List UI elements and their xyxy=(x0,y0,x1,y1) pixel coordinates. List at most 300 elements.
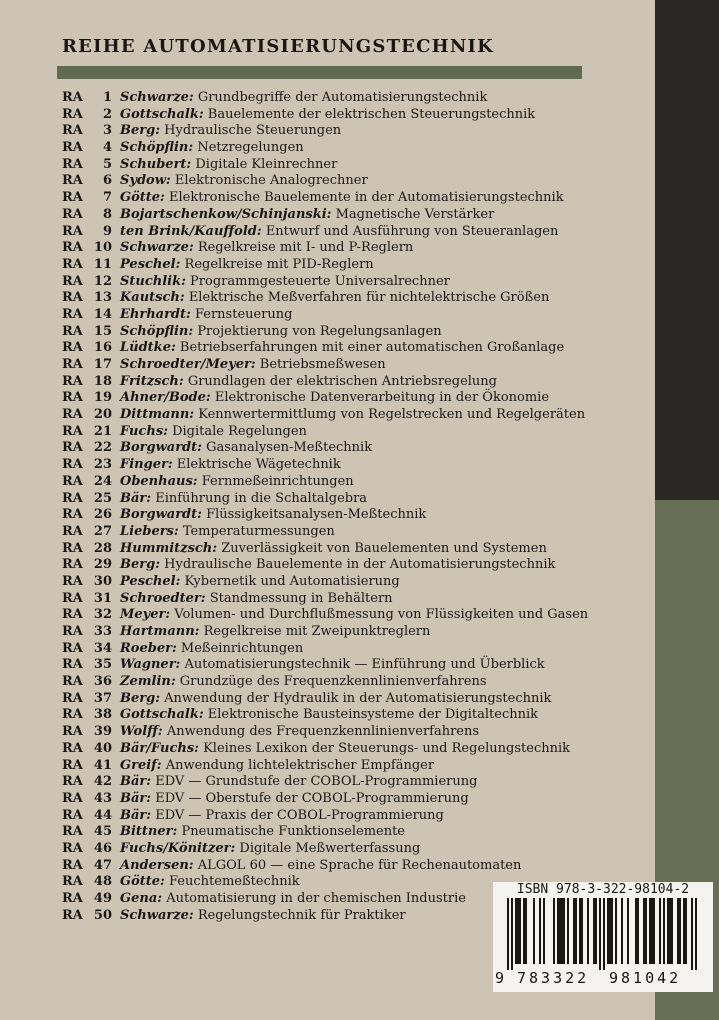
book-list-item xyxy=(62,257,582,274)
barcode-digits-left: 783322 xyxy=(517,969,590,987)
book-number: 3 xyxy=(102,123,112,139)
book-entry xyxy=(120,874,300,891)
book-code: RA xyxy=(62,740,83,756)
book-author: Peschel: xyxy=(120,573,181,589)
book-author: Bär/Fuchs: xyxy=(120,740,199,756)
book-code: RA xyxy=(62,190,83,206)
barcode-bar xyxy=(525,898,527,964)
book-title: Betriebsmeßwesen xyxy=(259,357,386,372)
book-number: 43 xyxy=(93,790,112,806)
book-entry xyxy=(120,340,564,357)
book-list-item xyxy=(62,474,582,491)
barcode-bar xyxy=(667,898,669,964)
book-author: Götte: xyxy=(120,190,165,206)
book-code: RA xyxy=(62,156,83,172)
book-entry xyxy=(120,390,549,407)
book-code: RA xyxy=(62,757,83,773)
series-title: REIHE AUTOMATISIERUNGSTECHNIK xyxy=(62,36,494,57)
book-title: Magnetische Verstärker xyxy=(335,206,495,222)
book-entry xyxy=(120,908,406,925)
book-author: Finger: xyxy=(120,457,173,473)
barcode-bar xyxy=(653,898,655,964)
barcode-digits-right: 981042 xyxy=(609,969,682,987)
isbn-barcode xyxy=(493,882,713,992)
book-title: Meßeinrichtungen xyxy=(180,640,304,656)
book-list-item xyxy=(62,190,582,207)
book-number: 41 xyxy=(93,757,112,773)
book-number: 46 xyxy=(93,840,112,856)
book-code: RA xyxy=(62,507,83,523)
book-author: Meyer: xyxy=(120,607,171,623)
barcode-bar xyxy=(561,898,563,964)
book-entry xyxy=(120,758,434,775)
barcode-bar xyxy=(643,898,645,964)
book-list-item xyxy=(62,557,582,574)
book-number: 44 xyxy=(93,807,112,823)
barcode-bar xyxy=(559,898,561,964)
book-author: Liebers: xyxy=(120,523,179,539)
book-title: Digitale Regelungen xyxy=(172,423,307,439)
book-list-item xyxy=(62,140,582,157)
book-title: EDV — Praxis der COBOL-Programmierung xyxy=(155,807,444,823)
book-list-item xyxy=(62,774,582,791)
cover-band-dark xyxy=(655,0,719,500)
book-title: Elektronische Bauelemente in der Automatisierungstechnik xyxy=(169,190,564,206)
book-code: RA xyxy=(62,206,83,222)
book-title: Regelkreise mit PID-Reglern xyxy=(184,256,374,272)
book-list-item xyxy=(62,691,582,708)
book-code: RA xyxy=(62,707,83,723)
book-number: 36 xyxy=(93,674,112,690)
book-code: RA xyxy=(62,473,83,489)
book-list-item xyxy=(62,657,582,674)
book-number: 29 xyxy=(93,557,112,573)
book-code: RA xyxy=(62,840,83,856)
book-number: 8 xyxy=(102,206,112,222)
book-title: Einführung in die Schaltalgebra xyxy=(155,490,368,506)
book-entry xyxy=(120,591,393,608)
book-list-item xyxy=(62,357,582,374)
book-title: Hydraulische Bauelemente in der Automatisierungstechnik xyxy=(164,557,556,573)
book-code: RA xyxy=(62,774,83,790)
book-title: EDV — Oberstufe der COBOL-Programmierung xyxy=(155,790,469,806)
barcode-bar xyxy=(519,898,521,964)
book-author: Peschel: xyxy=(120,256,181,272)
book-number: 21 xyxy=(93,423,112,439)
book-author: Borgwardt: xyxy=(120,440,202,456)
book-code: RA xyxy=(62,607,83,623)
book-list-item xyxy=(62,574,582,591)
barcode-bar xyxy=(609,898,611,964)
barcode-bar xyxy=(515,898,517,964)
book-author: Berg: xyxy=(120,690,160,706)
book-number: 28 xyxy=(93,540,112,556)
book-entry xyxy=(120,424,307,441)
book-number: 10 xyxy=(93,240,112,256)
book-code: RA xyxy=(62,540,83,556)
book-title: Netzregelungen xyxy=(197,140,304,156)
book-code: RA xyxy=(62,290,83,306)
book-author: Greif: xyxy=(120,757,162,773)
book-title: Bauelemente der elektrischen Steuerungstechnik xyxy=(207,106,536,122)
barcode-bar xyxy=(517,898,519,964)
book-title: Gasanalysen-Meßtechnik xyxy=(206,440,373,456)
book-author: Obenhaus: xyxy=(120,473,198,489)
barcode-bar xyxy=(603,898,605,970)
book-code: RA xyxy=(62,891,83,906)
book-code: RA xyxy=(62,423,83,439)
book-author: Bittner: xyxy=(120,824,178,840)
book-entry xyxy=(120,274,450,291)
book-list-item xyxy=(62,791,582,808)
barcode-bar xyxy=(599,898,601,970)
book-author: Lüdtke: xyxy=(120,340,176,356)
barcode-bar xyxy=(595,898,597,964)
book-title: ALGOL 60 — eine Sprache für Rechenautomaten xyxy=(197,857,522,873)
barcode-bar xyxy=(695,898,697,970)
book-list-item xyxy=(62,641,582,658)
barcode-bar xyxy=(635,898,637,964)
book-title: Betriebserfahrungen mit einer automatischen Großanlage xyxy=(179,340,565,356)
book-entry xyxy=(120,240,413,257)
book-entry xyxy=(120,808,444,825)
book-author: Bojartschenkow/Schinjanski: xyxy=(120,206,332,222)
book-number: 38 xyxy=(93,707,112,723)
barcode-bar xyxy=(663,898,665,964)
book-number: 34 xyxy=(93,640,112,656)
book-number: 37 xyxy=(93,690,112,706)
book-author: Bär: xyxy=(120,790,152,806)
book-entry xyxy=(120,207,494,224)
book-title: Anwendung des Frequenzkennlinienverfahrens xyxy=(166,724,480,740)
book-number: 45 xyxy=(93,824,112,840)
book-author: Fritzsch: xyxy=(120,373,184,389)
book-title: Grundbegriffe der Automatisierungstechnik xyxy=(197,90,488,105)
book-number: 6 xyxy=(102,173,112,189)
book-entry xyxy=(120,290,549,307)
book-list-item xyxy=(62,123,582,140)
book-code: RA xyxy=(62,523,83,539)
book-number: 25 xyxy=(93,490,112,506)
book-number: 17 xyxy=(93,357,112,372)
book-title: Grundzüge des Frequenzkennlinienverfahrens xyxy=(179,674,487,690)
barcode-bar xyxy=(677,898,679,964)
book-title: Entwurf und Ausführung von Steueranlagen xyxy=(265,223,559,239)
book-entry xyxy=(120,407,585,424)
book-title: Elektronische Datenverarbeitung in der Ökonomie xyxy=(214,390,550,406)
book-number: 4 xyxy=(102,140,112,156)
book-code: RA xyxy=(62,790,83,806)
book-title: Volumen- und Durchflußmessung von Flüssigkeiten und Gasen xyxy=(174,607,589,623)
book-title: Fernsteuerung xyxy=(194,306,293,322)
book-list-item xyxy=(62,107,582,124)
barcode-bar xyxy=(543,898,545,964)
book-author: Bär: xyxy=(120,807,152,823)
book-list-item xyxy=(62,374,582,391)
book-list-item xyxy=(62,624,582,641)
book-entry xyxy=(120,107,535,124)
book-author: Berg: xyxy=(120,557,160,573)
book-code: RA xyxy=(62,390,83,406)
book-title: Kybernetik und Automatisierung xyxy=(184,573,400,589)
book-list-item xyxy=(62,307,582,324)
book-author: ten Brink/Kauffold: xyxy=(120,223,262,239)
book-entry xyxy=(120,707,538,724)
isbn-label: ISBN 978-3-322-98104-2 xyxy=(516,882,690,897)
book-entry xyxy=(120,541,547,558)
book-list-item xyxy=(62,841,582,858)
book-author: Hummitzsch: xyxy=(120,540,218,556)
book-title: Grundlagen der elektrischen Antriebsregelung xyxy=(187,373,498,389)
book-number: 30 xyxy=(93,573,112,589)
book-list-item xyxy=(62,240,582,257)
book-title: Anwendung der Hydraulik in der Automatisierungstechnik xyxy=(164,690,552,706)
book-author: Andersen: xyxy=(120,857,194,873)
book-list-item xyxy=(62,207,582,224)
barcode-bar xyxy=(553,898,555,964)
book-author: Roeber: xyxy=(120,640,177,656)
barcode-bar xyxy=(573,898,575,964)
book-entry xyxy=(120,691,551,708)
book-entry xyxy=(120,90,487,107)
book-entry xyxy=(120,157,337,174)
book-code: RA xyxy=(62,357,83,372)
book-list-item xyxy=(62,824,582,841)
book-author: Berg: xyxy=(120,123,160,139)
book-title: Programmgesteuerte Universalrechner xyxy=(190,273,450,289)
book-list-item xyxy=(62,390,582,407)
book-title: Zuverlässigkeit von Bauelementen und Systemen xyxy=(221,540,547,556)
book-code: RA xyxy=(62,557,83,573)
book-entry xyxy=(120,774,477,791)
book-author: Bär: xyxy=(120,490,152,506)
book-code: RA xyxy=(62,440,83,456)
book-author: Wagner: xyxy=(120,657,181,673)
book-title: Elektrische Wägetechnik xyxy=(176,457,341,473)
book-title: Flüssigkeitsanalysen-Meßtechnik xyxy=(206,507,427,523)
barcode-bar xyxy=(669,898,671,964)
book-code: RA xyxy=(62,407,83,423)
book-author: Hartmann: xyxy=(120,624,200,639)
book-list-item xyxy=(62,758,582,775)
book-code: RA xyxy=(62,256,83,272)
book-code: RA xyxy=(62,857,83,873)
book-list-item xyxy=(62,524,582,541)
book-author: Schöpflin: xyxy=(120,323,194,339)
book-entry xyxy=(120,641,303,658)
book-code: RA xyxy=(62,457,83,473)
book-author: Borgwardt: xyxy=(120,507,202,523)
book-author: Fuchs/Könitzer: xyxy=(120,840,236,856)
book-entry xyxy=(120,224,558,241)
book-list-item xyxy=(62,407,586,424)
book-author: Schubert: xyxy=(120,156,192,172)
book-number: 35 xyxy=(93,657,112,673)
book-list-item xyxy=(62,173,582,190)
book-number: 1 xyxy=(102,90,112,105)
book-entry xyxy=(120,374,497,391)
book-list-item xyxy=(62,724,582,741)
book-code: RA xyxy=(62,106,83,122)
book-code: RA xyxy=(62,657,83,673)
book-author: Stuchlik: xyxy=(120,273,186,289)
book-list-item xyxy=(62,457,582,474)
book-number: 13 xyxy=(93,290,112,306)
book-author: Schwarze: xyxy=(120,90,194,105)
book-code: RA xyxy=(62,674,83,690)
book-title: Automatisierungstechnik — Einführung und Überblick xyxy=(184,657,545,673)
book-author: Ehrhardt: xyxy=(120,306,191,322)
book-entry xyxy=(120,657,545,674)
book-number: 39 xyxy=(93,724,112,740)
book-author: Schwarze: xyxy=(120,907,194,923)
book-list-item xyxy=(62,274,582,291)
book-title: EDV — Grundstufe der COBOL-Programmierung xyxy=(155,774,478,790)
title-rule xyxy=(57,66,582,79)
barcode-bar xyxy=(691,898,693,970)
barcode-digit-first: 9 xyxy=(495,969,505,987)
book-list-item xyxy=(62,340,582,357)
barcode-bar xyxy=(593,898,595,964)
book-number: 49 xyxy=(93,891,112,906)
barcode-bar xyxy=(539,898,541,964)
barcode-bar xyxy=(685,898,687,964)
book-entry xyxy=(120,574,400,591)
barcode-bar xyxy=(575,898,577,964)
book-list-item xyxy=(62,674,582,691)
barcode-bar xyxy=(587,898,589,964)
book-list-item xyxy=(62,591,582,608)
book-entry xyxy=(120,140,304,157)
book-number: 23 xyxy=(93,457,112,473)
book-entry xyxy=(120,557,555,574)
book-title: Fernmeßeinrichtungen xyxy=(201,473,354,489)
book-author: Sydow: xyxy=(120,173,171,189)
book-title: Automatisierung in der chemischen Industrie xyxy=(166,891,466,906)
book-number: 47 xyxy=(93,857,112,873)
book-number: 48 xyxy=(93,874,112,890)
book-entry xyxy=(120,474,354,491)
barcode-bar xyxy=(563,898,565,964)
book-number: 9 xyxy=(102,223,112,239)
book-code: RA xyxy=(62,323,83,339)
book-code: RA xyxy=(62,240,83,256)
book-entry xyxy=(120,824,405,841)
book-entry xyxy=(120,491,367,508)
book-code: RA xyxy=(62,140,83,156)
book-number: 50 xyxy=(93,907,112,923)
book-title: Hydraulische Steuerungen xyxy=(164,123,342,139)
book-entry xyxy=(120,123,341,140)
book-list-item xyxy=(62,440,582,457)
book-title: Kleines Lexikon der Steuerungs- und Regelungstechnik xyxy=(203,740,571,756)
book-code: RA xyxy=(62,373,83,389)
book-number: 22 xyxy=(93,440,112,456)
book-number: 2 xyxy=(102,106,112,122)
book-list-item xyxy=(62,491,582,508)
book-list xyxy=(62,90,589,924)
book-code: RA xyxy=(62,724,83,740)
barcode-bar xyxy=(671,898,673,964)
book-code: RA xyxy=(62,573,83,589)
book-list-item xyxy=(62,290,582,307)
barcode-bar xyxy=(651,898,653,964)
book-list-item xyxy=(62,224,582,241)
book-title: Digitale Kleinrechner xyxy=(195,156,338,172)
barcode-bar xyxy=(683,898,685,964)
book-number: 32 xyxy=(93,607,112,623)
book-title: Pneumatische Funktionselemente xyxy=(181,824,405,840)
barcode-bar xyxy=(611,898,613,964)
book-list-item xyxy=(62,707,582,724)
book-list-item xyxy=(62,541,582,558)
barcode-bar xyxy=(607,898,609,964)
book-title: Digitale Meßwerterfassung xyxy=(239,840,421,856)
book-code: RA xyxy=(62,590,83,606)
book-number: 20 xyxy=(93,407,112,423)
book-author: Dittmann: xyxy=(120,407,195,423)
book-title: Standmessung in Behältern xyxy=(209,590,393,606)
book-title: Elektronische Bausteinsysteme der Digitaltechnik xyxy=(207,707,539,723)
book-author: Schroedter: xyxy=(120,590,206,606)
barcode-bar xyxy=(581,898,583,964)
book-entry xyxy=(120,724,479,741)
book-list-item xyxy=(62,607,589,624)
book-entry xyxy=(120,190,564,207)
barcode-bar xyxy=(579,898,581,964)
barcode-bar xyxy=(615,898,617,964)
book-title: Kennwertermittlumg von Regelstrecken und Regelgeräten xyxy=(198,407,586,423)
book-title: Anwendung lichtelektrischer Empfänger xyxy=(165,757,435,773)
book-author: Bär: xyxy=(120,774,152,790)
book-code: RA xyxy=(62,624,83,639)
book-author: Gena: xyxy=(120,891,163,906)
book-author: Wolff: xyxy=(120,724,163,740)
book-list-item xyxy=(62,507,582,524)
barcode-bar xyxy=(659,898,661,964)
barcode-bar xyxy=(523,898,525,964)
barcode-bar xyxy=(557,898,559,964)
book-number: 5 xyxy=(102,156,112,172)
book-author: Gottschalk: xyxy=(120,707,204,723)
book-list-item xyxy=(62,741,582,758)
book-title: Regelungstechnik für Praktiker xyxy=(197,907,406,923)
book-number: 19 xyxy=(93,390,112,406)
book-code: RA xyxy=(62,907,83,923)
book-code: RA xyxy=(62,690,83,706)
book-author: Fuchs: xyxy=(120,423,168,439)
book-entry xyxy=(120,741,570,758)
book-code: RA xyxy=(62,340,83,356)
book-author: Zemlin: xyxy=(120,674,176,690)
book-author: Schwarze: xyxy=(120,240,194,256)
book-code: RA xyxy=(62,273,83,289)
barcode-bar xyxy=(621,898,623,964)
book-entry xyxy=(120,624,430,641)
book-number: 14 xyxy=(93,306,112,322)
book-number: 16 xyxy=(93,340,112,356)
book-entry xyxy=(120,891,466,908)
book-code: RA xyxy=(62,490,83,506)
book-list-item xyxy=(62,157,582,174)
book-number: 42 xyxy=(93,774,112,790)
book-code: RA xyxy=(62,807,83,823)
book-author: Schroedter/Meyer: xyxy=(120,357,256,372)
book-entry xyxy=(120,307,293,324)
barcode-bars xyxy=(507,898,699,970)
book-number: 31 xyxy=(93,590,112,606)
book-entry xyxy=(120,440,372,457)
